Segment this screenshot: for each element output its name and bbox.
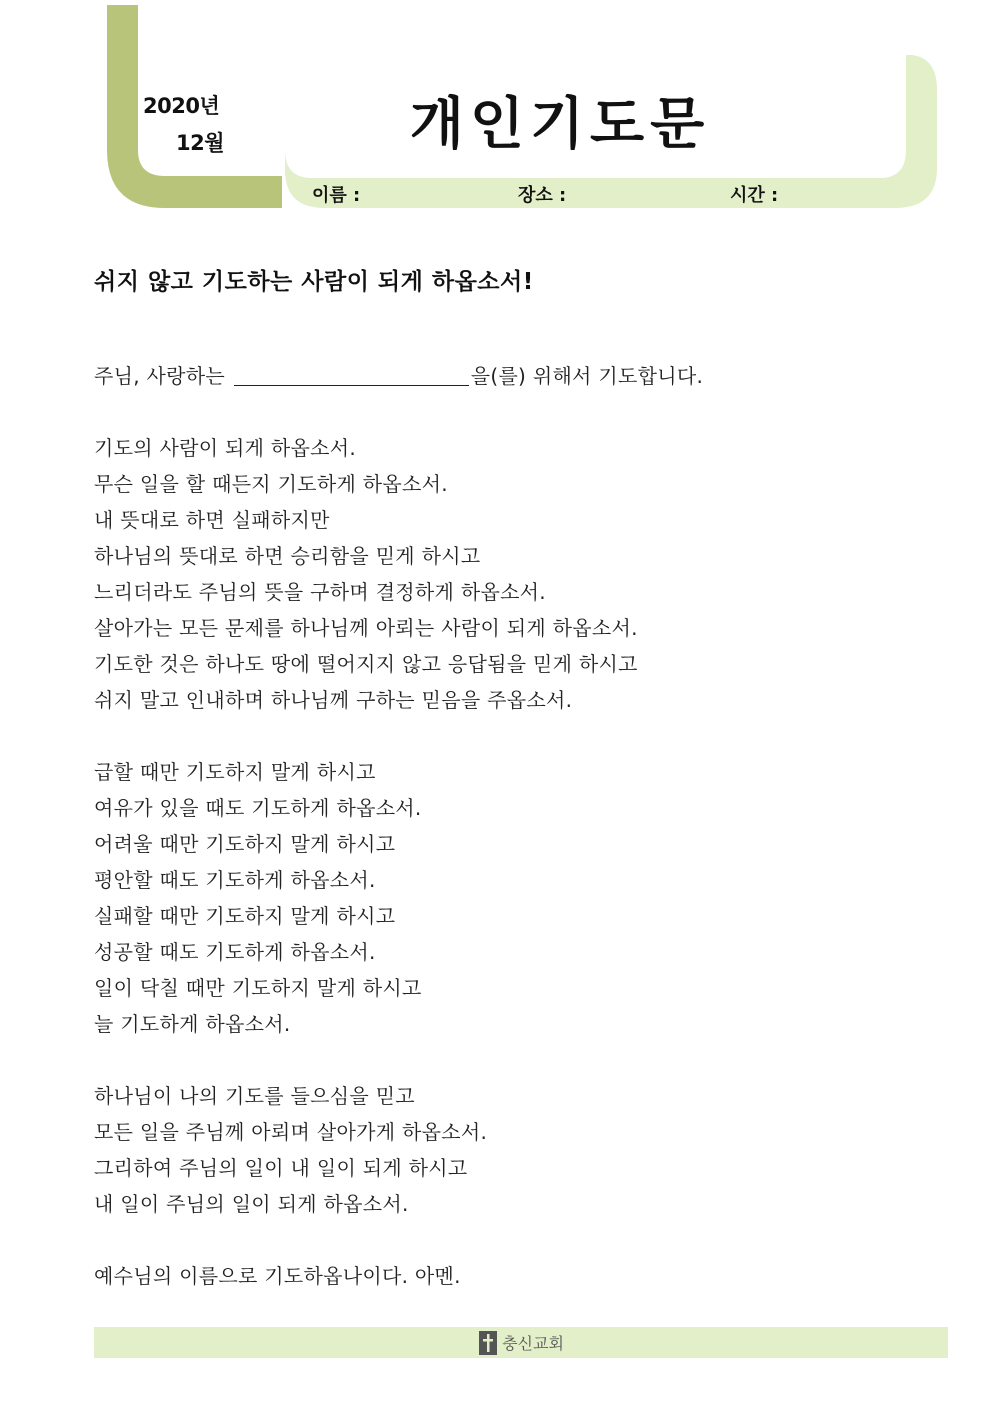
- stanza-3: [94, 1078, 914, 1222]
- prayer-line: 기도한 것은 하나도 땅에 떨어지지 않고 응답됨을 믿게 하시고: [94, 652, 638, 676]
- church-logo: [478, 1331, 564, 1355]
- stanza-2: [94, 754, 914, 1042]
- time-field-label: 시간 :: [730, 185, 779, 206]
- prayer-line: 느리더라도 주님의 뜻을 구하며 결정하게 하옵소서.: [94, 580, 546, 604]
- name-field-label: 이름 :: [312, 185, 361, 206]
- prayer-line: 어려울 때만 기도하지 말게 하시고: [94, 832, 396, 856]
- prayer-line: 기도의 사람이 되게 하옵소서.: [94, 436, 357, 460]
- date-month: 12월: [176, 131, 225, 155]
- prayer-line: 내 뜻대로 하면 실패하지만: [94, 508, 330, 532]
- page-title: 개인기도문: [409, 92, 711, 157]
- intro-line: [94, 358, 914, 394]
- footer-bar: [94, 1327, 948, 1358]
- prayer-line: 쉬지 말고 인내하며 하나님께 구하는 믿음을 주옵소서.: [94, 688, 573, 712]
- cross-logo-icon: [478, 1331, 498, 1355]
- intro-before: 주님, 사랑하는: [94, 364, 226, 388]
- prayer-line: 모든 일을 주님께 아뢰며 살아가게 하옵소서.: [94, 1120, 488, 1144]
- prayer-line: 여유가 있을 때도 기도하게 하옵소서.: [94, 796, 422, 820]
- closing-line: 예수님의 이름으로 기도하옵나이다. 아멘.: [94, 1264, 461, 1288]
- prayer-line: 하나님의 뜻대로 하면 승리함을 믿게 하시고: [94, 544, 481, 568]
- prayer-line: 내 일이 주님의 일이 되게 하옵소서.: [94, 1192, 409, 1216]
- prayer-line: 하나님이 나의 기도를 들으심을 믿고: [94, 1084, 415, 1108]
- prayer-subtitle: 쉬지 않고 기도하는 사람이 되게 하옵소서!: [94, 269, 534, 295]
- intro-after: 을(를) 위해서 기도합니다.: [470, 364, 704, 388]
- prayer-line: 살아가는 모든 문제를 하나님께 아뢰는 사람이 되게 하옵소서.: [94, 616, 638, 640]
- prayer-body: [94, 358, 914, 1294]
- prayer-line: 실패할 때만 기도하지 말게 하시고: [94, 904, 396, 928]
- prayer-line: 성공할 때도 기도하게 하옵소서.: [94, 940, 376, 964]
- church-logo-text: 충신교회: [502, 1334, 564, 1353]
- stanza-1: [94, 430, 914, 718]
- prayer-line: 늘 기도하게 하옵소서.: [94, 1012, 291, 1036]
- prayer-line: 그리하여 주님의 일이 내 일이 되게 하시고: [94, 1156, 468, 1180]
- date-year: 2020년: [143, 94, 220, 118]
- prayer-line: 급할 때만 기도하지 말게 하시고: [94, 760, 376, 784]
- prayer-line: 일이 닥칠 때만 기도하지 말게 하시고: [94, 976, 422, 1000]
- place-field-label: 장소 :: [518, 185, 567, 206]
- name-blank: [234, 363, 469, 386]
- prayer-line: 무슨 일을 할 때든지 기도하게 하옵소서.: [94, 472, 448, 496]
- prayer-line: 평안할 때도 기도하게 하옵소서.: [94, 868, 376, 892]
